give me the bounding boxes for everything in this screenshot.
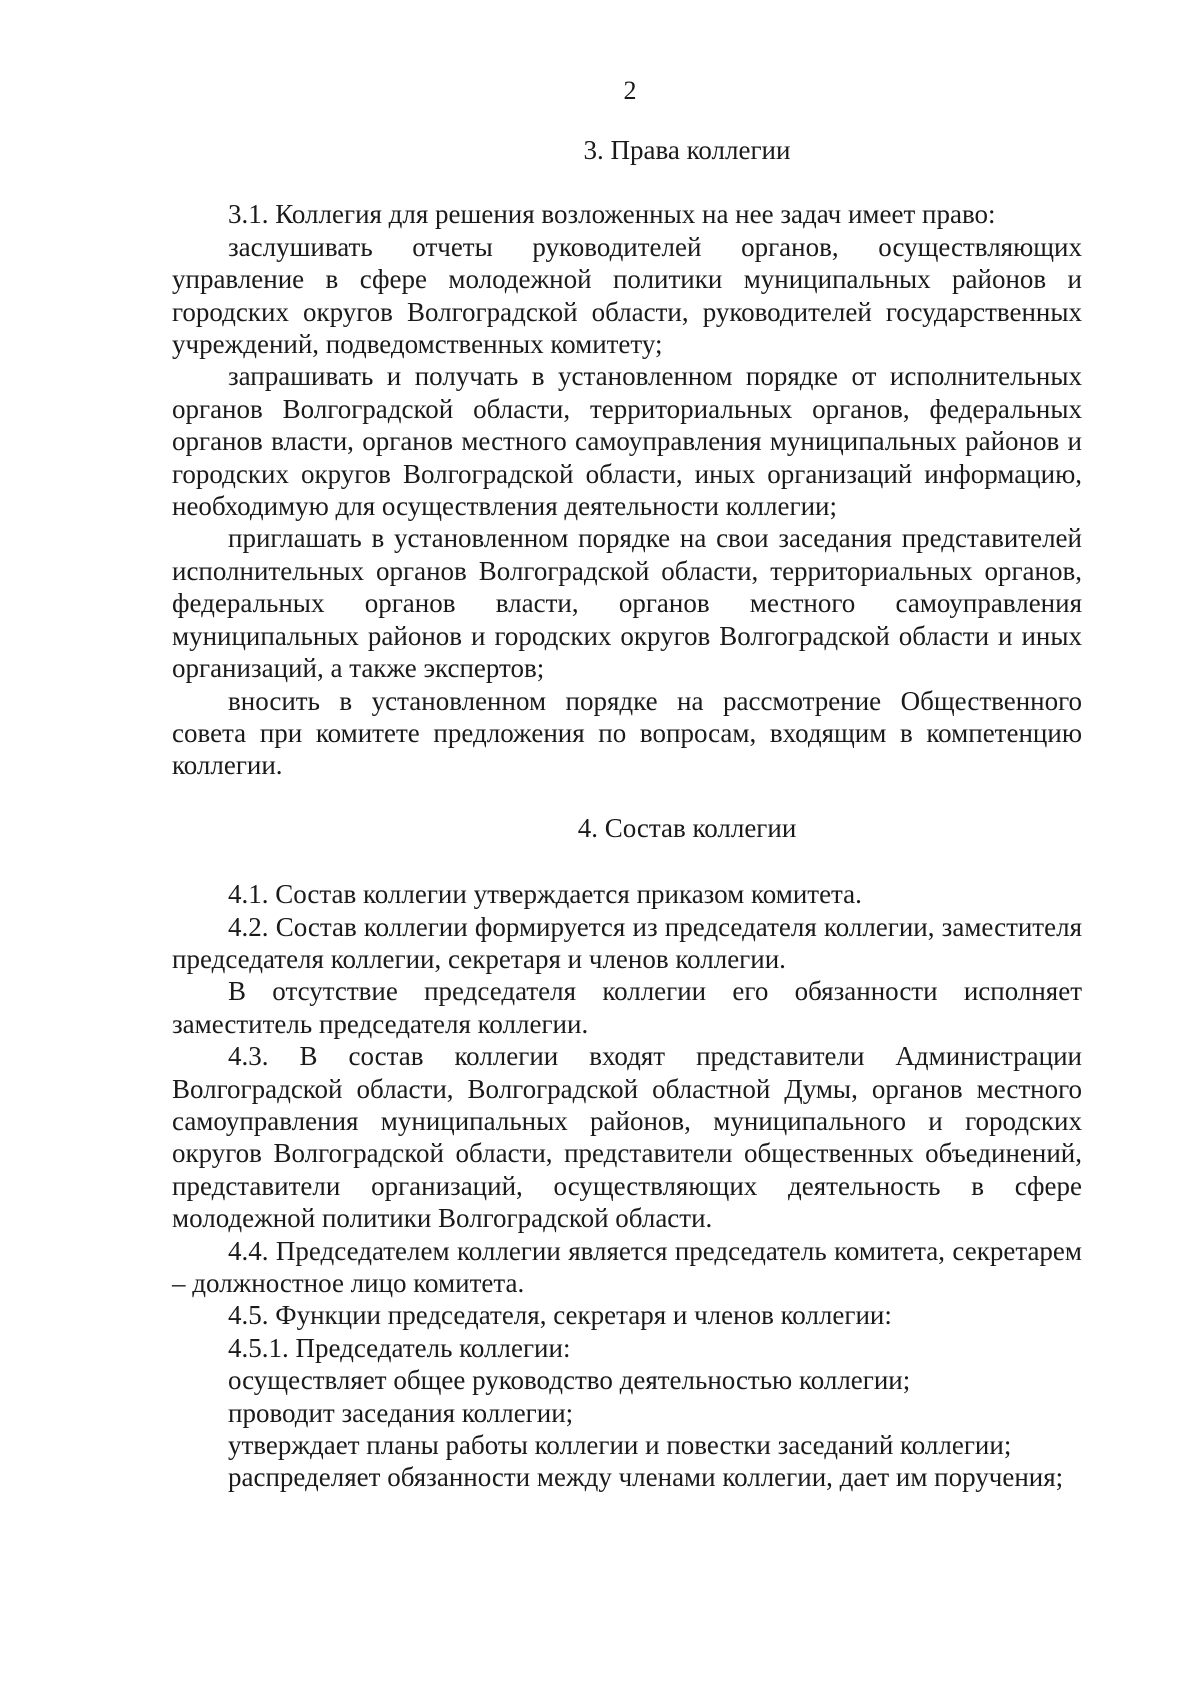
paragraph: приглашать в установленном порядке на свои заседания представителей исполнительных органов Волгоградской области, территориальных органов, федеральных органов власти, органов местного самоуправления муниципальных районов и городских округов Волгоградской области и иных организаций, а также экспертов; (172, 523, 1082, 684)
paragraph: проводит заседания коллегии; (228, 1397, 574, 1428)
paragraph: В отсутствие председателя коллегии его обязанности исполняет заместитель председателя коллегии. (172, 976, 1082, 1039)
paragraph: вносить в установленном порядке на рассмотрение Общественного совета при комитете предложения по вопросам, входящим в компетенцию коллегии. (172, 685, 1082, 781)
section-heading-rights: 3. Права коллегии (583, 135, 791, 165)
section-heading-composition: 4. Состав коллегии (577, 812, 797, 843)
paragraph: 4.4. Председателем коллегии является председатель комитета, секретарем – должностное лицо комитета. (172, 1235, 1082, 1298)
paragraph: 3.1. Коллегия для решения возложенных на нее задач имеет право: (228, 199, 996, 230)
paragraph: 4.2. Состав коллегии формируется из председателя коллегии, заместителя председателя коллегии, секретаря и членов коллегии. (172, 911, 1082, 974)
paragraph: 4.3. В состав коллегии входят представители Администрации Волгоградской области, Волгоградской областной Думы, органов местного самоуправления муниципальных районов, муниципального и городских округов Волгоградской области, представители общественных объединений, представители организаций, осуществляющих деятельность в сфере молодежной политики Волгоградской области. (172, 1041, 1082, 1234)
paragraph: 4.1. Состав коллегии утверждается приказом комитета. (228, 879, 862, 910)
paragraph: 4.5.1. Председатель коллегии: (228, 1332, 571, 1363)
document-body (172, 134, 1082, 1494)
paragraph: запрашивать и получать в установленном порядке от исполнительных органов Волгоградской области, территориальных органов, федеральных органов власти, органов местного самоуправления муниципальных районов и городских округов Волгоградской области, иных организаций информацию, необходимую для осуществления деятельности коллегии; (172, 361, 1082, 522)
paragraph: 4.5. Функции председателя, секретаря и членов коллегии: (228, 1300, 892, 1331)
page-number: 2 (623, 76, 637, 105)
paragraph: распределяет обязанности между членами коллегии, дает им поручения; (228, 1462, 1064, 1493)
paragraph: заслушивать отчеты руководителей органов, осуществляющих управление в сфере молодежной политики муниципальных районов и городских округов Волгоградской области, руководителей государственных учреждений, подведомственных комитету; (172, 231, 1082, 360)
paragraph: осуществляет общее руководство деятельностью коллегии; (228, 1365, 911, 1396)
paragraph: утверждает планы работы коллегии и повестки заседаний коллегии; (228, 1430, 1012, 1461)
